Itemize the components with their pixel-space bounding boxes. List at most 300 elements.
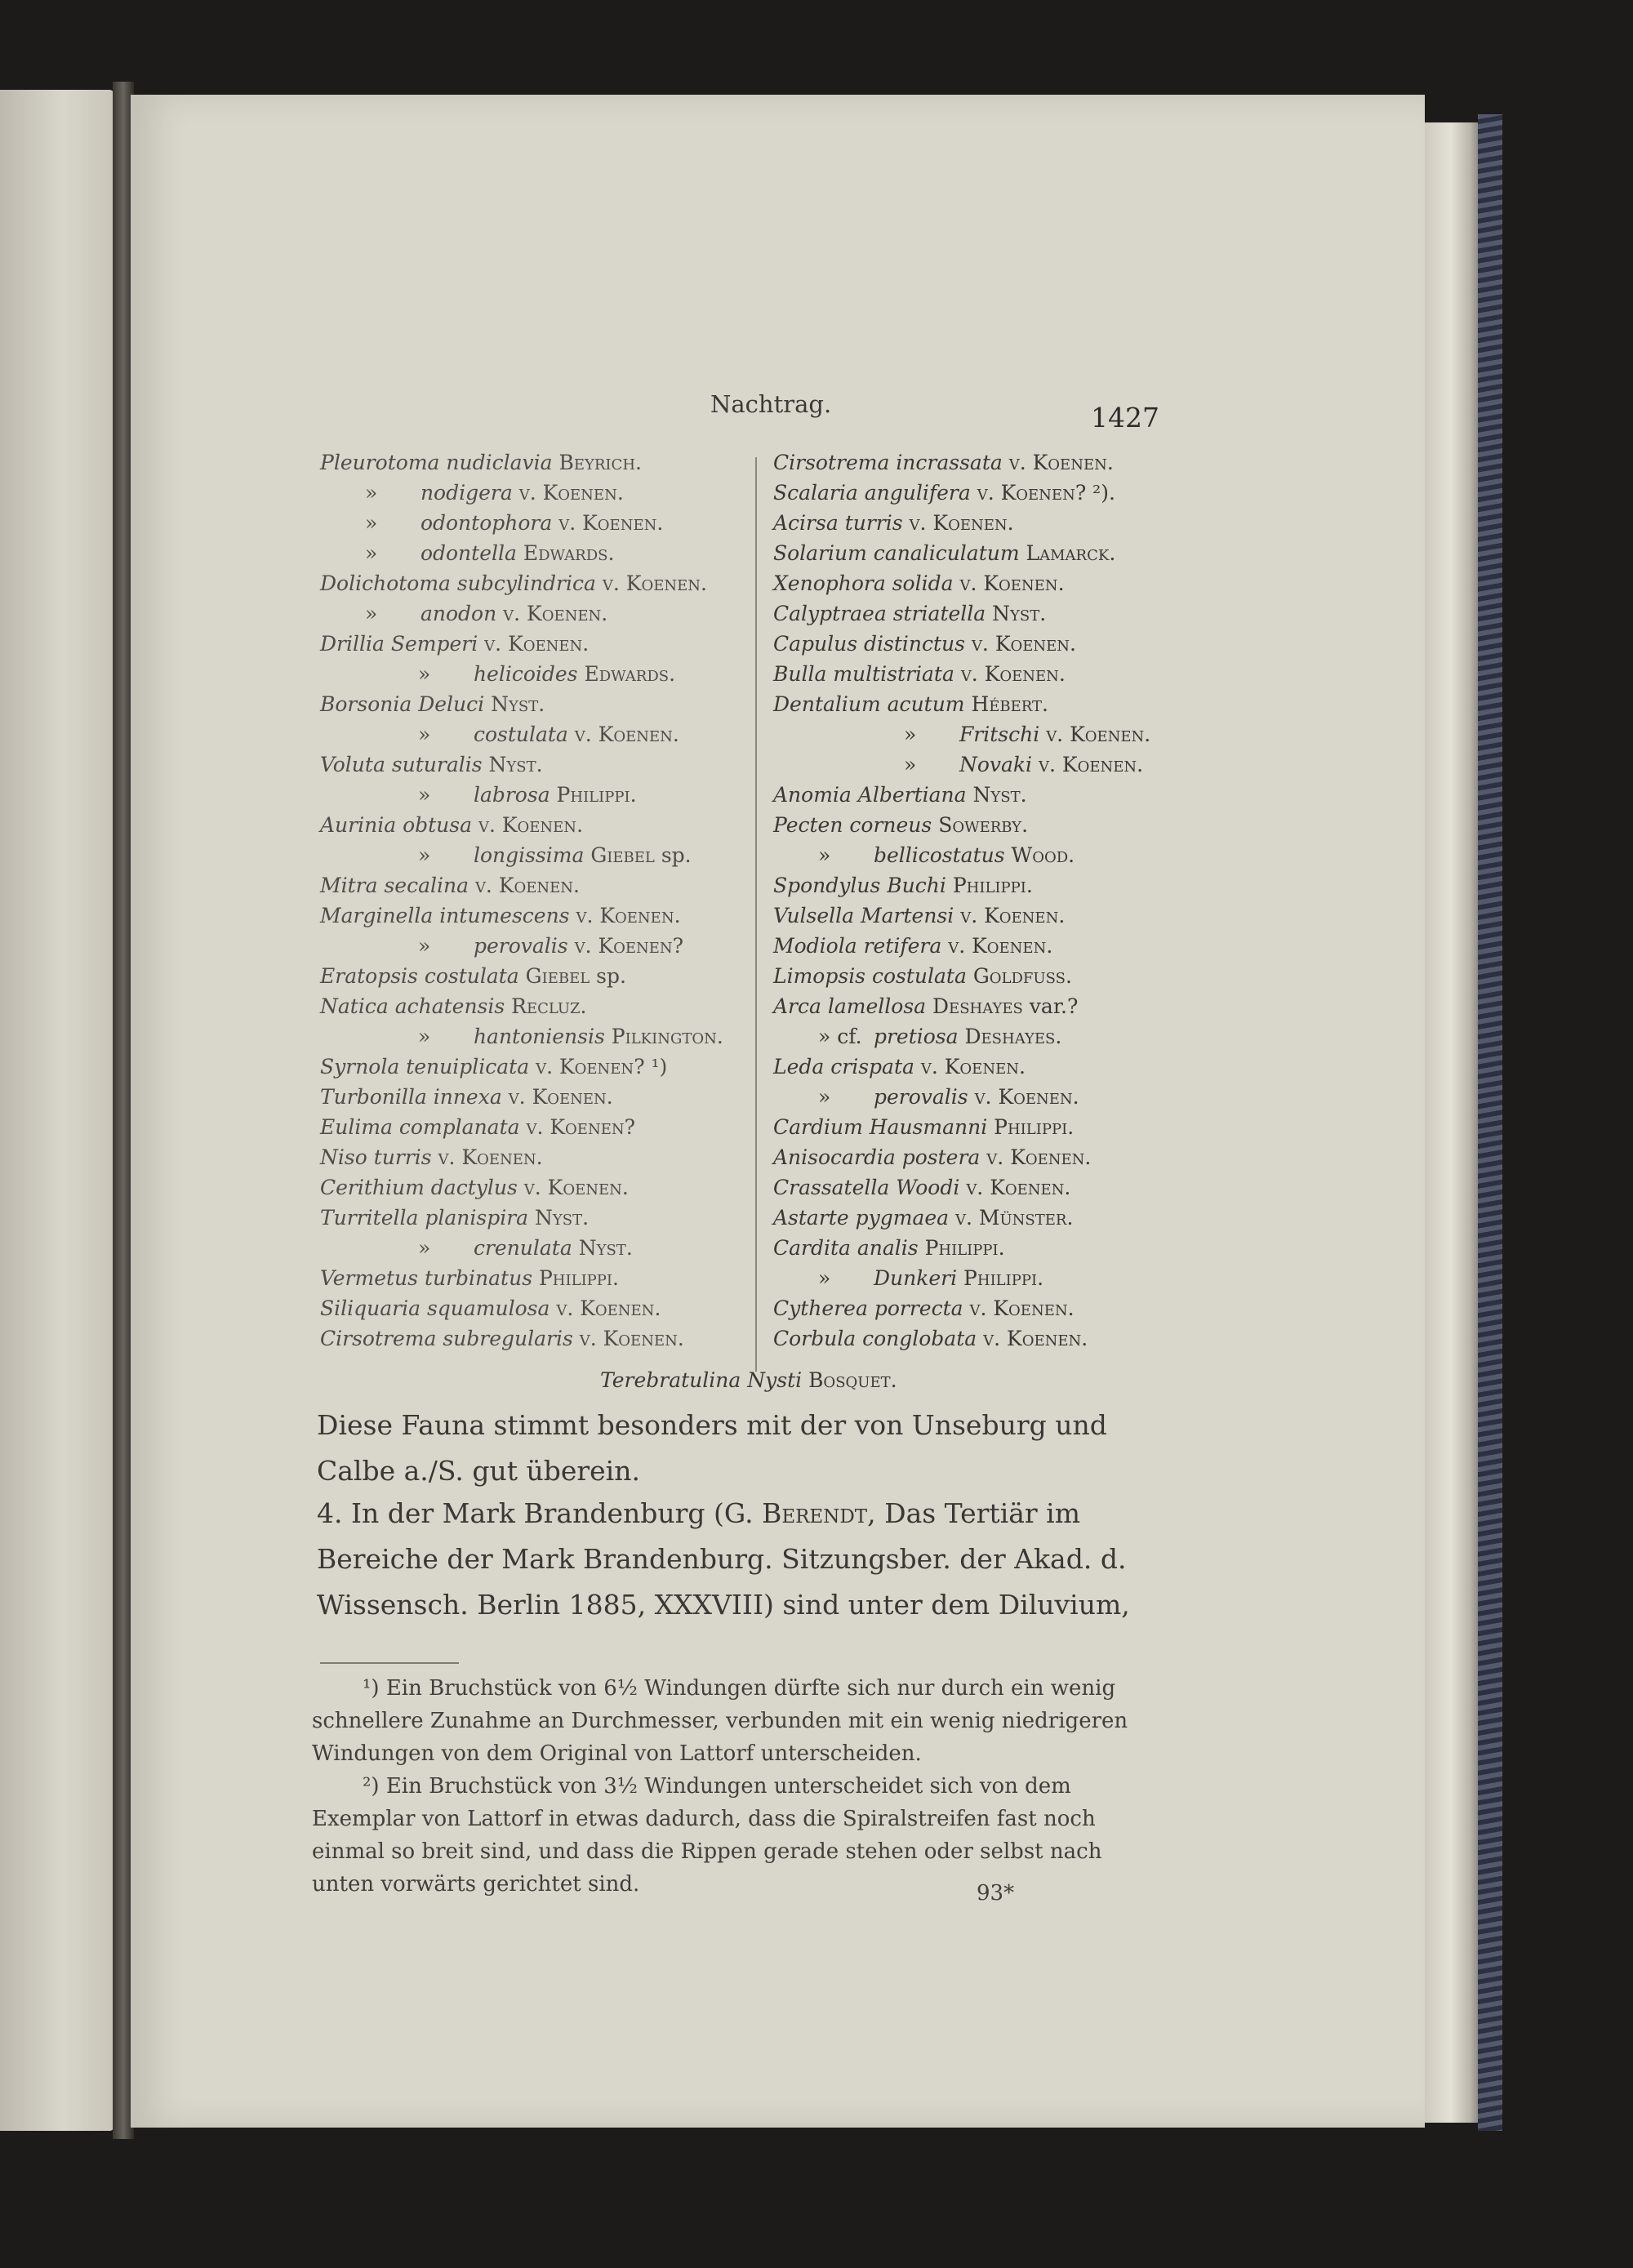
entry-note: . [890,1368,897,1392]
author: v. Koenen [556,1296,655,1320]
author: Lamarck [1026,541,1110,565]
species: Semperi [390,632,478,656]
entry-note: . [1020,783,1027,807]
centered-species-entry [600,1368,897,1392]
entry-note: ? [672,934,684,958]
genus: Modiola [773,934,857,958]
species-list [320,447,1153,1378]
author: v. Koenen [518,481,617,505]
species: lamellosa [827,994,927,1018]
species-entry [320,991,745,1021]
entry-note: . [538,692,545,716]
author: v. Koenen [438,1145,536,1169]
species: porrecta [874,1296,963,1320]
species-entry [320,840,745,870]
author: Edwards [584,662,670,686]
author: Giebel [525,964,590,988]
author: Giebel [590,843,655,867]
printer-signature: 93* [977,1881,1015,1906]
author: v. Koenen [484,632,583,656]
species-entry [320,508,745,538]
entry-note: . [669,662,676,686]
genus: Vulsella [773,904,855,927]
species: angulifera [864,481,971,505]
entry-note: . [1026,874,1033,897]
genus: Arca [773,994,821,1018]
species: innexa [433,1085,502,1109]
author: Bosquet [808,1368,891,1392]
species-column-right [773,447,1165,1354]
ditto-mark: » cf. [818,1025,862,1048]
genus: Aurinia [320,813,397,837]
species: dactylus [430,1176,518,1199]
species: crenulata [473,1236,572,1260]
entry-note: . [1067,1115,1075,1139]
entry-note: . [1046,934,1053,958]
species: anodon [420,602,497,625]
genus: Spondylus [773,874,881,897]
species-entry [320,749,745,780]
column-divider [755,457,757,1372]
author: v. Koenen [526,1115,625,1139]
species-entry [320,1142,745,1172]
left-page-edge [0,90,114,2131]
book-cover-edge [1478,114,1502,2131]
species-entry [773,749,1165,780]
entry-note: . [674,904,681,927]
species-entry [773,1203,1165,1233]
species-entry [773,961,1165,991]
species: perovalis [873,1085,968,1109]
species: squamulosa [426,1296,550,1320]
paragraph-brandenburg [317,1491,1150,1628]
species-entry [773,870,1165,901]
genus: Borsonia [320,692,412,716]
species: turbinatus [424,1266,533,1290]
species: pygmaea [855,1206,950,1230]
species-entry [773,901,1165,931]
entry-note: . [582,1206,590,1230]
entry-note: . [1018,1055,1026,1078]
species: Novaki [959,753,1033,776]
species: Hausmanni [869,1115,988,1139]
author: v. Koenen [1008,451,1107,474]
species: suturalis [391,753,483,776]
species: Nysti [747,1368,803,1392]
species: solida [892,571,954,595]
species-entry [773,447,1165,478]
species-entry [773,1172,1165,1203]
species-entry [320,810,745,840]
genus: Capulus [773,632,858,656]
genus: Eulima [320,1115,393,1139]
genus: Bulla [773,662,827,686]
genus: Acirsa [773,511,839,535]
entry-note: . [672,723,679,746]
entry-note: . [998,1236,1005,1260]
running-head: Nachtrag. [710,390,832,418]
species-entry [773,478,1165,508]
species-column-left [320,447,745,1354]
genus: Terebratulina [600,1368,741,1392]
species: longissima [473,843,585,867]
genus: Limopsis [773,964,866,988]
species-entry [320,478,745,508]
author: v. Koenen [1046,723,1145,746]
page-header [702,390,1159,439]
ditto-mark: » [818,1266,831,1290]
author: Recluz [511,994,581,1018]
author: Hébert [971,692,1043,716]
species-entry [320,1021,745,1052]
entry-note: . [1066,1206,1074,1230]
species: costulata [424,964,519,988]
species: secalina [384,874,469,897]
author: v. Koenen [579,1327,678,1350]
author: Nyst [578,1236,626,1260]
genus: Marginella [320,904,434,927]
species-entry [773,1233,1165,1263]
species-entry [773,931,1165,961]
species-entry [320,1263,745,1293]
entry-note: . [607,541,615,565]
ditto-mark: » [365,541,378,565]
entry-note: . [1067,1296,1075,1320]
genus: Cirsotrema [320,1327,437,1350]
entry-note: . [1064,1176,1071,1199]
genus: Scalaria [773,481,858,505]
species-entry [320,780,745,810]
genus: Syrnola [320,1055,400,1078]
species-entry [320,719,745,749]
genus: Anisocardia [773,1145,896,1169]
author: Beyrich [558,451,636,474]
species-entry [320,1203,745,1233]
author: Nyst [972,783,1021,807]
species: hantoniensis [473,1025,605,1048]
genus: Natica [320,994,389,1018]
author: v. Koenen [508,1085,607,1109]
entry-note: . [1081,1327,1088,1350]
entry-note: . [1042,692,1048,716]
species-entry [320,538,745,568]
genus: Xenophora [773,571,886,595]
species: labrosa [473,783,550,807]
genus: Crassatella [773,1176,890,1199]
entry-note: . [612,1266,619,1290]
entry-note: . [1007,511,1014,535]
ditto-mark: » [365,602,378,625]
author: v. Koenen [986,1145,1085,1169]
author: v. Koenen [478,813,577,837]
species: distinctus [864,632,965,656]
author: v. Koenen [960,662,1059,686]
ditto-mark: » [418,1025,431,1048]
ditto-mark: » [418,1236,431,1260]
author: v. Koenen [974,1085,1073,1109]
entry-note: . [677,1327,684,1350]
entry-note: . [1109,541,1116,565]
species-entry [773,568,1165,598]
entry-note: . [1055,1025,1062,1048]
species-entry [320,1293,745,1323]
genus: Cytherea [773,1296,868,1320]
author: v. Koenen [959,571,1058,595]
species-entry [773,508,1165,538]
species-entry [773,1293,1165,1323]
species: tenuiplicata [406,1055,530,1078]
species: perovalis [473,934,568,958]
author: Nyst [491,692,539,716]
author: Goldfuss [972,964,1066,988]
entry-note: . [625,1236,633,1260]
author: Philippi [538,1266,613,1290]
genus: Eratopsis [320,964,418,988]
species: odontella [420,541,517,565]
author: v. Koenen [969,1296,1068,1320]
species: odontophora [420,511,553,535]
genus: Dolichotoma [320,571,451,595]
entry-note: . [700,571,707,595]
genus: Cirsotrema [773,451,890,474]
genus: Cerithium [320,1176,425,1199]
genus: Turritella [320,1206,419,1230]
footnotes [312,1672,1153,1901]
genus: Niso [320,1145,367,1169]
species-entry [320,1112,745,1142]
genus: Drillia [320,632,385,656]
ditto-mark: » [818,1085,831,1109]
species: intumescens [439,904,570,927]
genus: Siliquaria [320,1296,420,1320]
entry-note: . [654,1296,661,1320]
entry-note: . [1084,1145,1092,1169]
entry-note: . [601,602,608,625]
entry-note: . [616,481,624,505]
entry-note: . [1058,662,1066,686]
entry-note: . [536,753,543,776]
ditto-mark: » [365,511,378,535]
footnote-rule [320,1662,459,1664]
species-entry [320,447,745,478]
entry-note: ? ²). [1075,481,1115,505]
genus: Solarium [773,541,867,565]
genus: Mitra [320,874,378,897]
entry-note: . [1144,723,1151,746]
genus: Corbula [773,1327,857,1350]
entry-note: var.? [1022,994,1079,1018]
genus: Vermetus [320,1266,418,1290]
species-entry [773,1263,1165,1293]
entry-note: . [573,874,580,897]
entry-note: . [576,813,584,837]
species-entry [320,870,745,901]
species-entry [773,1323,1165,1354]
species: obtusa [403,813,472,837]
genus: Pleurotoma [320,451,440,474]
author: Deshayes [964,1025,1056,1048]
species: achatensis [394,994,505,1018]
entry-note: sp. [590,964,626,988]
author: v. Koenen [574,934,673,958]
species: subregularis [443,1327,573,1350]
author: v. Koenen [558,511,657,535]
species-entry [773,538,1165,568]
entry-note: ? ¹) [634,1055,668,1078]
species: corneus [849,813,932,837]
species-entry [773,629,1165,659]
species: pretiosa [873,1025,959,1048]
species-entry [773,1112,1165,1142]
entry-note: ? [624,1115,635,1139]
species: multistriata [833,662,954,686]
entry-note: . [1137,753,1144,776]
author: Philippi [556,783,630,807]
species-entry [773,598,1165,629]
genus: Cardita [773,1236,851,1260]
species: conglobata [862,1327,977,1350]
species-entry [320,961,745,991]
ditto-mark: » [418,843,431,867]
species: Dunkeri [873,1266,958,1290]
species: costulata [871,964,967,988]
species-entry [320,1323,745,1354]
species-entry [773,810,1165,840]
species-entry [320,568,745,598]
species: striatella [892,602,986,625]
species-entry [773,780,1165,810]
page-number: 1427 [1091,402,1159,434]
paragraph-text-start: 4. In der Mark Brandenburg (G. [317,1497,763,1529]
entry-note: . [1070,632,1076,656]
entry-note: . [1106,451,1114,474]
footnote-1: ¹) Ein Bruchstück von 6½ Windungen dürfte sich nur durch ein wenig schnellere Zunahme an Durchmesser, verbunden mit ein wenig niedrigeren Windungen von dem Original von Lattorf unterscheiden. [312,1676,1128,1766]
genus: Astarte [773,1206,849,1230]
author: Philippi [994,1115,1068,1139]
author: Nyst [535,1206,583,1230]
species-entry [320,1052,745,1082]
species-entry [320,1082,745,1112]
species: bellicostatus [873,843,1005,867]
author: v. Koenen [971,632,1070,656]
species-entry [320,659,745,689]
author: Nyst [992,602,1040,625]
species-entry [773,1142,1165,1172]
entry-note: . [580,994,587,1018]
species-entry [320,931,745,961]
author: v. Koenen [977,481,1075,505]
author: v. Koenen [948,934,1047,958]
species-entry [773,659,1165,689]
genus: Voluta [320,753,385,776]
entry-note: . [1037,1266,1044,1290]
species: Woodi [896,1176,960,1199]
species-entry [320,1172,745,1203]
author: v. Koenen [536,1055,634,1078]
genus: Turbonilla [320,1085,427,1109]
ditto-mark: » [818,843,831,867]
species: crispata [830,1055,914,1078]
species-entry [320,901,745,931]
author: Nyst [488,753,536,776]
species-entry [773,1052,1165,1082]
species-entry [320,1233,745,1263]
species-entry [773,840,1165,870]
entry-note: . [606,1085,613,1109]
species: nodigera [420,481,513,505]
paragraph-text-end: , Das Tertiär im Bereiche der Mark Brandenburg. Sitzungsber. der Akad. d. Wissensch. Berlin 1885, XXXVIII) sind unter dem Diluvium, [317,1497,1130,1621]
author: Philippi [952,874,1026,897]
species-entry [773,1021,1165,1052]
genus: Calyptraea [773,602,887,625]
genus: Cardium [773,1115,863,1139]
species-entry [320,598,745,629]
species-entry [773,719,1165,749]
genus: Dentalium [773,692,881,716]
species: incrassata [896,451,1003,474]
author: Sowerby [938,813,1022,837]
author: v. Koenen [966,1176,1065,1199]
paragraph-fauna: Diese Fauna stimmt besonders mit der von Unseburg und Calbe a./S. gut überein. [317,1409,1107,1487]
species: postera [901,1145,981,1169]
genus: Pecten [773,813,843,837]
entry-note: . [630,783,637,807]
author: v. Münster [955,1206,1067,1230]
author: v. Koenen [1039,753,1137,776]
ditto-mark: » [418,662,431,686]
author: Deshayes [932,994,1023,1018]
species: costulata [473,723,568,746]
ditto-mark: » [418,723,431,746]
entry-note: . [621,1176,629,1199]
species: Deluci [418,692,485,716]
species: subcylindrica [456,571,596,595]
species: retifera [863,934,942,958]
author: v. Koenen [576,904,674,927]
ditto-mark: » [418,934,431,958]
ditto-mark: » [418,783,431,807]
author: v. Koenen [474,874,574,897]
author: Philippi [963,1266,1038,1290]
entry-note: . [1039,602,1047,625]
footnote-2: ²) Ein Bruchstück von 3½ Windungen unterscheidet sich von dem Exemplar von Lattorf in etwas dadurch, dass die Spiralstreifen fast noch einmal so breit sind, und dass die Rippen gerade stehen oder selbst nach unten vorwärts gerichtet sind. [312,1774,1102,1897]
species: turris [844,511,903,535]
species-entry [773,689,1165,719]
species: canaliculatum [873,541,1020,565]
author: v. Koenen [523,1176,622,1199]
ditto-mark: » [904,753,917,776]
entry-note: sp. [654,843,692,867]
author: v. Koenen [602,571,701,595]
species-entry [773,1082,1165,1112]
entry-note: . [656,511,664,535]
entry-note: . [1058,904,1066,927]
ditto-mark: » [365,481,378,505]
species-entry [320,689,745,719]
genus: Anomia [773,783,852,807]
genus: Leda [773,1055,825,1078]
species: Buchi [887,874,946,897]
species-entry [320,629,745,659]
species: analis [857,1236,919,1260]
species: turris [373,1145,432,1169]
author: v. Koenen [909,511,1008,535]
author: Edwards [523,541,608,565]
species: helicoides [473,662,578,686]
species: acutum [887,692,965,716]
entry-note: . [1072,1085,1079,1109]
entry-note: . [1057,571,1065,595]
